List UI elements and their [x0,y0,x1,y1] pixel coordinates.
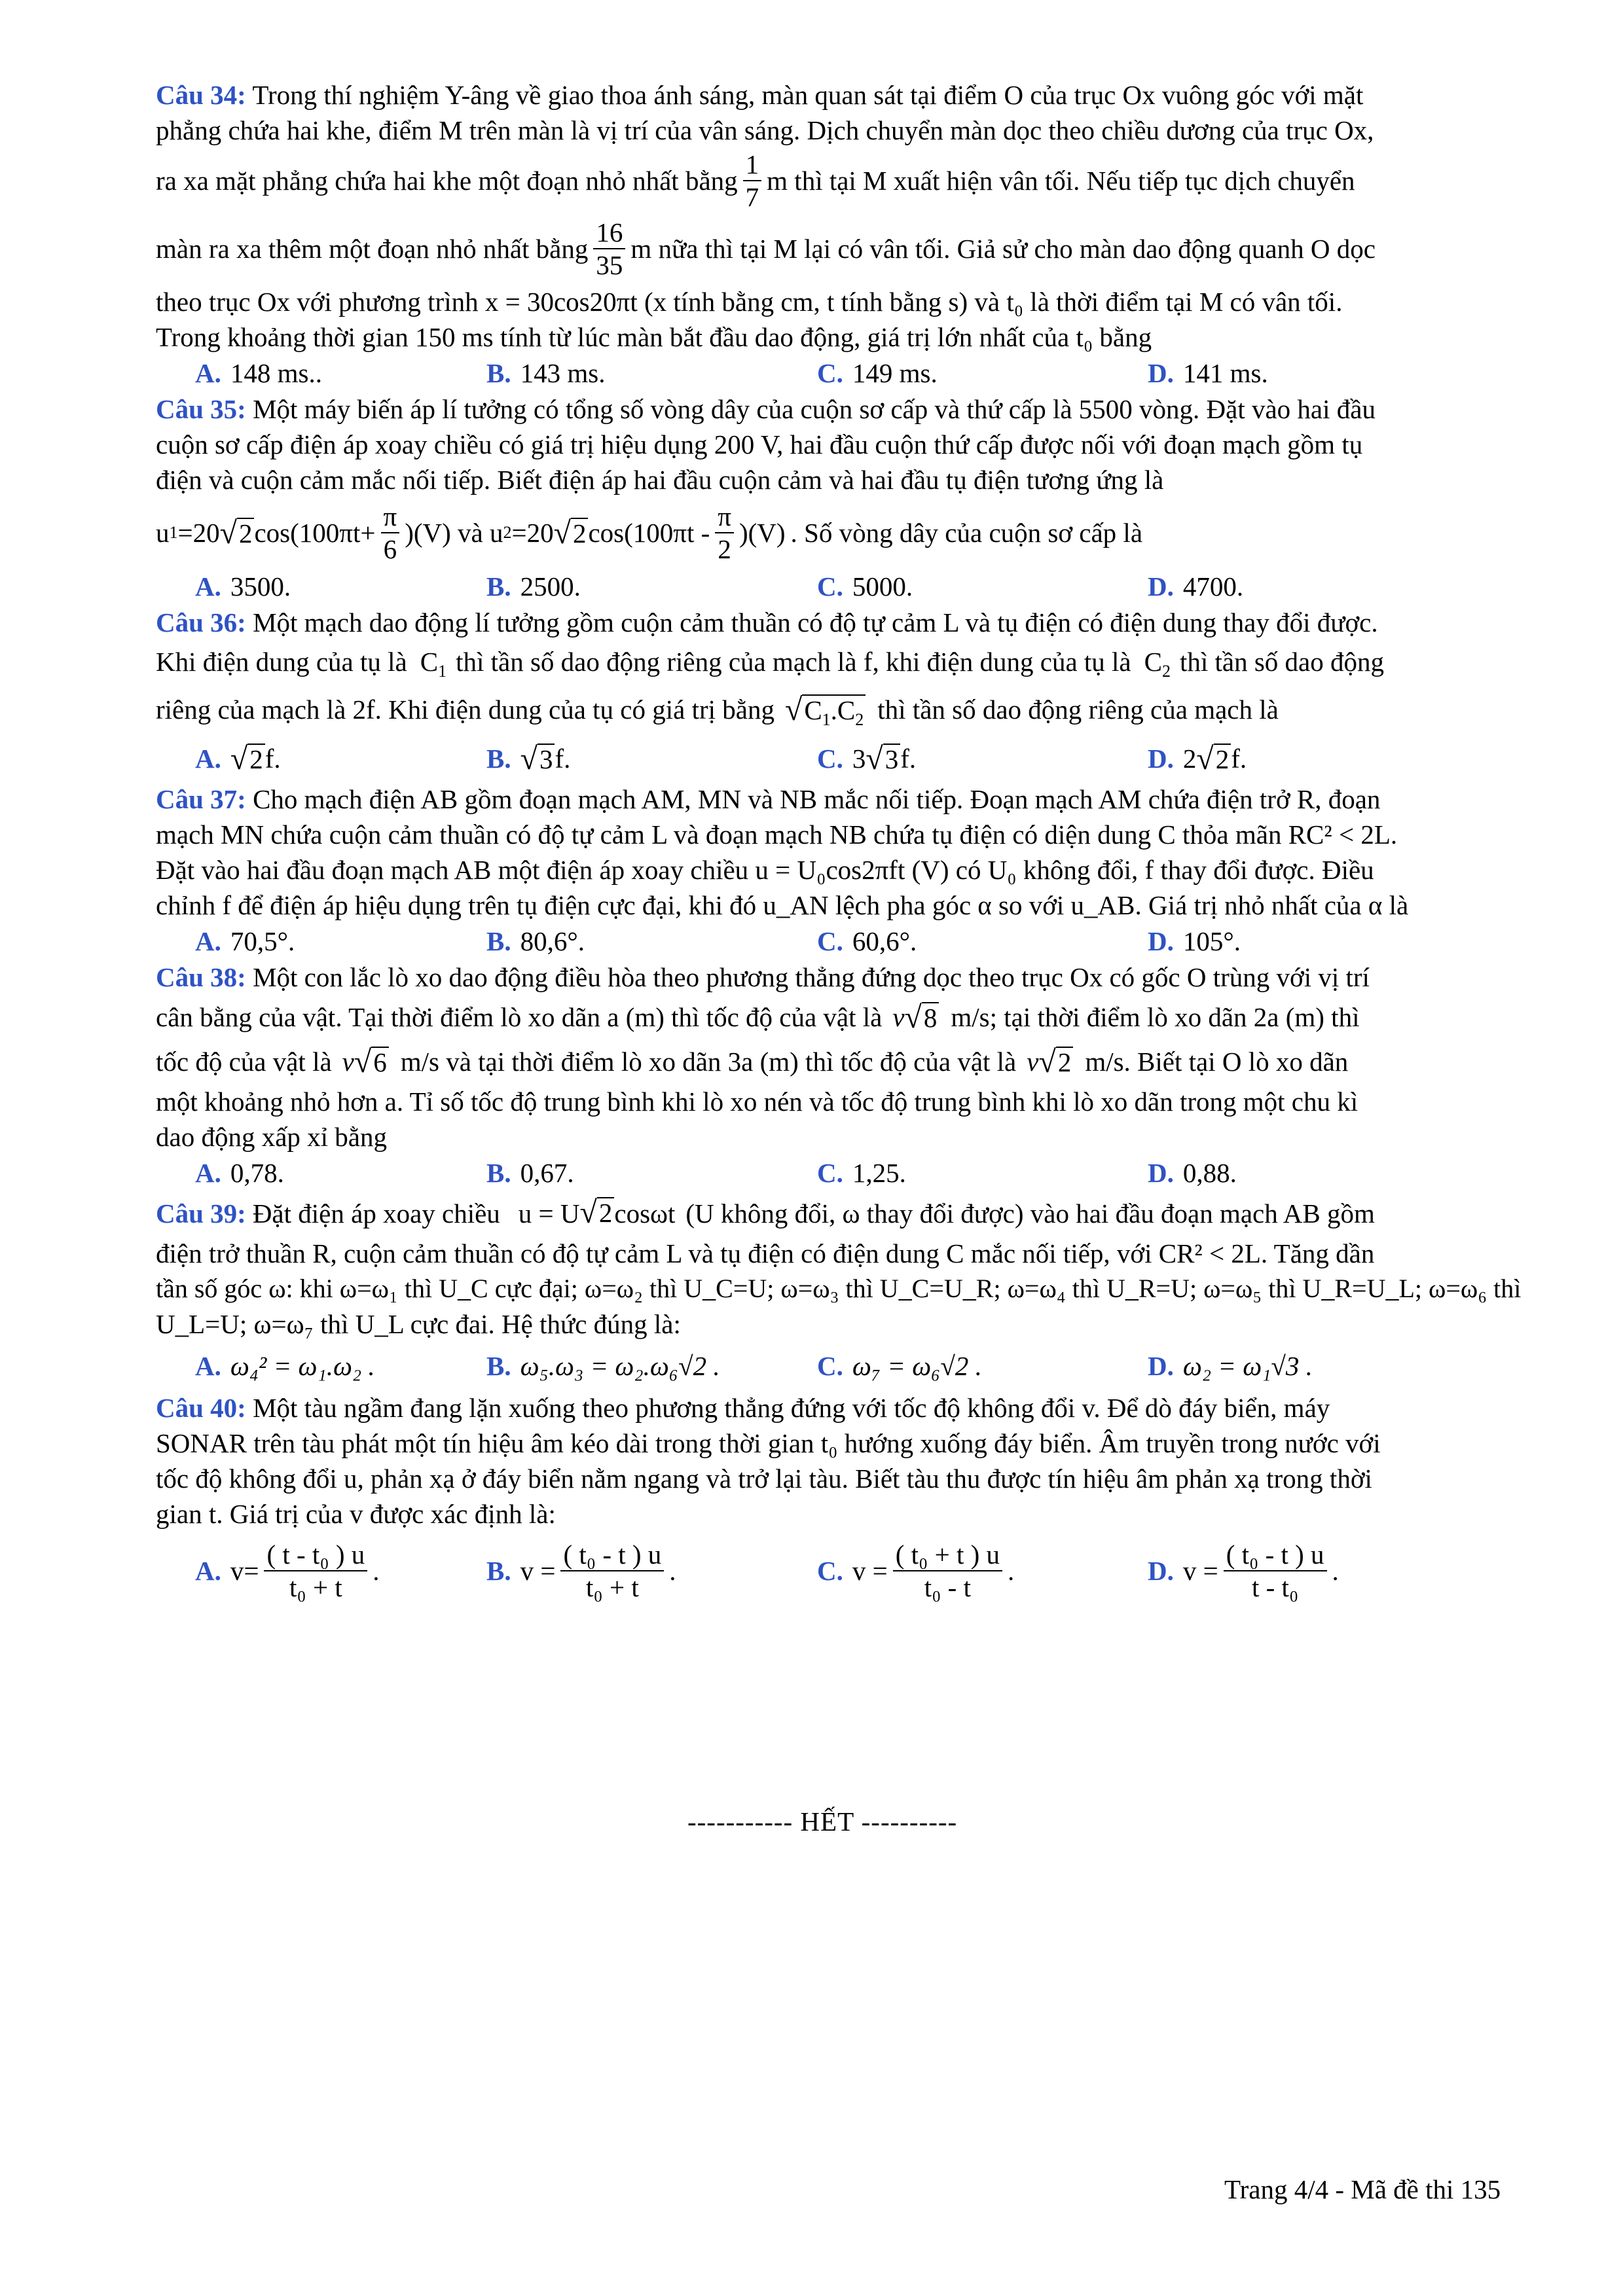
question-text: m thì tại M xuất hiện vân tối. Nếu tiếp tục dịch chuyển [767,166,1355,196]
question-text: điện và cuộn cảm mắc nối tiếp. Biết điện áp hai đầu cuộn cảm và hai đầu tụ điện tương ứng là [156,465,1164,495]
option-c[interactable]: C. 1,25. [817,1158,906,1188]
option-c[interactable]: C. 5000. [817,571,913,601]
option-c[interactable]: C. 60,6°. [817,926,917,956]
option-a[interactable]: A. 70,5°. [195,926,295,956]
option-c[interactable]: C. 149 ms. [817,358,938,388]
question-label: Câu 34: [156,80,246,110]
question-text: Một con lắc lò xo dao động điều hòa theo phương thẳng đứng dọc theo trục Ox có gốc O trùng với vị trí [253,962,1370,992]
option-b[interactable]: B. 80,6°. [486,926,585,956]
answer-options [156,736,1539,781]
question-text: cuộn sơ cấp điện áp xoay chiều có giá trị hiệu dụng 200 V, hai đầu cuộn thứ cấp được nối với đoạn mạch gồm tụ [156,429,1363,459]
question-label: Câu 38: [156,962,246,992]
option-d[interactable]: D. ω₂ = ω₁√3 . [1148,1351,1313,1381]
option-d[interactable]: D. 0,88. [1148,1158,1237,1188]
end-marker: ----------- HẾT ---------- [687,1806,958,1837]
option-a[interactable]: A. v= $\frac{\text{( t - t₀ ) u}}{\text{t₀ + t}}$ . [195,1539,380,1602]
question-text: Đặt vào hai đầu đoạn mạch AB một điện áp xoay chiều u = U₀cos2πft (V) có U₀ không đổi, f thay đổi được. Điều [156,855,1374,885]
question-34 [156,77,1539,391]
question-text: m nữa thì tại M lại có vân tối. Giả sử cho màn dao động quanh O dọc [630,234,1376,264]
answer-options [156,1342,1539,1390]
page-footer: Trang 4/4 - Mã đề thi 135 [1224,2174,1501,2204]
option-a[interactable]: A. ω₄² = ω₁.ω₂ . [195,1351,375,1381]
fraction-16-35: $\frac{16}{35}$ [593,217,625,281]
question-text: Cho mạch điện AB gồm đoạn mạch AM, MN và NB mắc nối tiếp. Đoạn mạch AM chứa điện trở R, đoạn [253,784,1381,814]
option-b[interactable]: B. 143 ms. [486,358,606,388]
question-text: Một tàu ngầm đang lặn xuống theo phương thẳng đứng với tốc độ không đổi v. Để dò đáy biển, máy [253,1393,1330,1423]
question-text: U_L=U; ω=ω₇ thì U_L cực đai. Hệ thức đúng là: [156,1309,681,1339]
exam-page [156,77,1539,1610]
question-text: gian t. Giá trị của v được xác định là: [156,1499,556,1529]
question-text: tần số góc ω: khi ω=ω₁ thì U_C cực đại; ω=ω₂ thì U_C=U; ω=ω₃ thì U_C=U_R; ω=ω₄ thì U_R=U; ω=ω₅ thì U_R=U_L; ω=ω₆ thì [156,1274,1522,1303]
question-text: tốc độ không đổi u, phản xạ ở đáy biển nằm ngang và trở lại tàu. Biết tàu thu được tín hiệu âm phản xạ trong thời [156,1463,1372,1494]
question-text: phẳng chứa hai khe, điểm M trên màn là vị trí của vân sáng. Dịch chuyển màn dọc theo chiều dương của trục Ox, [156,115,1374,145]
option-d[interactable]: D. 2 √ 2 f. [1148,742,1247,776]
question-39: Câu 39: Đặt điện áp xoay chiều u = U √ 2 cosωt (U không đổi, ω thay đổi được) vào hai đầu đoạn mạch AB gồm điện trở thuần R, cuộn cảm thuần có độ tự cảm L và tụ điện có điện dung C mắc nối tiếp, với CR² < 2L. Tăng dần tần số góc ω: khi ω=ω₁ thì U_C cực đại; ω=ω₂ thì U_C=U; ω=ω₃ thì U_C=U_R; ω=ω₄ thì U_R=U; ω=ω₅ thì U_R=U_L; ω=ω₆ thì U_L=U; ω=ω₇ thì U_L cực đai. Hệ thức đúng là: A. ω₄² = ω₁.ω₂ . B. ω₅.ω₃ = ω₂.ω₆√2 . C. ω₇ = ω₆√2 . D. ω₂ = ω₁√3 . [156,1191,1539,1390]
option-a[interactable]: A. 0,78. [195,1158,284,1188]
question-text: Một máy biến áp lí tưởng có tổng số vòng dây của cuộn sơ cấp và thứ cấp là 5500 vòng. Đặt vào hai đầu [253,394,1376,424]
question-text: SONAR trên tàu phát một tín hiệu âm kéo dài trong thời gian t₀ hướng xuống đáy biển. Âm truyền trong nước với [156,1428,1381,1458]
question-label: Câu 35: [156,394,246,424]
option-b[interactable]: B. 0,67. [486,1158,574,1188]
question-text: Một mạch dao động lí tưởng gồm cuộn cảm thuần có độ tự cảm L và tụ điện có điện dung thay đổi được. [253,607,1378,637]
option-c[interactable]: C. 3 √ 3 f. [817,742,917,776]
question-label: Câu 37: [156,784,246,814]
question-text: một khoảng nhỏ hơn a. Tỉ số tốc độ trung bình khi lò xo nén và tốc độ trung bình khi lò xo dãn trong một chu kì [156,1086,1359,1117]
question-40 [156,1390,1539,1610]
option-d[interactable]: D. 4700. [1148,571,1244,601]
question-text: mạch MN chứa cuộn cảm thuần có độ tự cảm L và đoạn mạch NB chứa tụ điện có diện dung C thỏa mãn RC² < 2L. [156,819,1398,850]
option-d[interactable]: D. v = $\frac{\text{( t₀ - t ) u}}{\text{t - t₀}}$ . [1148,1539,1339,1602]
answer-options [156,1532,1539,1610]
question-36: Câu 36: Một mạch dao động lí tưởng gồm cuộn cảm thuần có độ tự cảm L và tụ điện có điện dung thay đổi được. Khi điện dung của tụ là $C_1$ thì tần số dao động riêng của mạch là f, khi điện dung của tụ là $C_2$ thì tần số dao động riêng của mạch là 2f. Khi điện dung của tụ có giá trị bằng √ $C_1.C_2$ thì tần số dao động riêng của mạch là A. √ 2 f. B. √ 3 f. C. 3 √ 3 f. D. 2 √ 2 f. [156,605,1539,781]
question-label: Câu 40: [156,1393,246,1423]
option-b[interactable]: B. ω₅.ω₃ = ω₂.ω₆√2 . [486,1351,720,1381]
option-a[interactable]: A. 3500. [195,571,291,601]
option-d[interactable]: D. 105°. [1148,926,1241,956]
voltage-equations: u 1 =20 √ 2 cos(100πt+ $\frac{\pi}{6}$ )(V) và u 2 =20 √ 2 cos(100πt - $\frac{\pi}{2}$ )(V) . Số vòng dây của cuộn sơ cấp là [156,501,1143,564]
answer-options [156,1155,1539,1191]
question-label: Câu 36: [156,607,246,637]
option-c[interactable]: C. v = $\frac{\text{( t₀ + t ) u}}{\text{t₀ - t}}$ . [817,1539,1015,1602]
question-label: Câu 39: [156,1198,246,1229]
option-c[interactable]: C. ω₇ = ω₆√2 . [817,1351,982,1381]
option-a[interactable]: A. 148 ms.. [195,358,322,388]
question-text: điện trở thuần R, cuộn cảm thuần có độ tự cảm L và tụ điện có điện dung C mắc nối tiếp, với CR² < 2L. Tăng dần [156,1238,1375,1268]
question-35 [156,391,1539,605]
question-text: theo trục Ox với phương trình x = 30cos20πt (x tính bằng cm, t tính bằng s) và t₀ là thời điểm tại M có vân tối. [156,287,1343,317]
question-text: ra xa mặt phẳng chứa hai khe một đoạn nhỏ nhất bằng [156,166,738,196]
option-d[interactable]: D. 141 ms. [1148,358,1268,388]
question-38: Câu 38: Một con lắc lò xo dao động điều hòa theo phương thẳng đứng dọc theo trục Ox có gốc O trùng với vị trí cân bằng của vật. Tại thời điểm lò xo dãn a (m) thì tốc độ của vật là v √ 8 m/s; tại thời điểm lò xo dãn 2a (m) thì tốc độ của vật là v √ 6 m/s và tại thời điểm lò xo dãn 3a (m) thì tốc độ của vật là v √ 2 m/s. Biết tại O lò xo dãn một khoảng nhỏ hơn a. Tỉ số tốc độ trung bình khi lò xo nén và tốc độ trung bình khi lò xo dãn trong một chu kì dao động xấp xỉ bằng A. 0,78. B. 0,67. C. 1,25. D. 0,88. [156,960,1539,1191]
option-b[interactable]: B. √ 3 f. [486,742,571,776]
answer-options [156,355,1539,391]
answer-options [156,923,1539,960]
option-b[interactable]: B. 2500. [486,571,581,601]
question-text: chỉnh f để điện áp hiệu dụng trên tụ điện cực đại, khi đó u_AN lệch pha góc α so với u_AB. Giá trị nhỏ nhất của α là [156,890,1409,920]
question-text: màn ra xa thêm một đoạn nhỏ nhất bằng [156,234,589,264]
question-text: Trong thí nghiệm Y-âng về giao thoa ánh sáng, màn quan sát tại điểm O của trục Ox vuông góc với mặt [252,80,1364,110]
option-b[interactable]: B. v = $\frac{\text{( t₀ - t ) u}}{\text{t₀ + t}}$ . [486,1539,676,1602]
option-a[interactable]: A. √ 2 f. [195,742,281,776]
question-37 [156,781,1539,960]
question-text: dao động xấp xỉ bằng [156,1122,387,1152]
answer-options [156,568,1539,605]
fraction-1-7: $\frac{1}{7}$ [743,149,762,213]
question-text: Trong khoảng thời gian 150 ms tính từ lúc màn bắt đầu dao động, giá trị lớn nhất của t₀ bằng [156,322,1152,352]
